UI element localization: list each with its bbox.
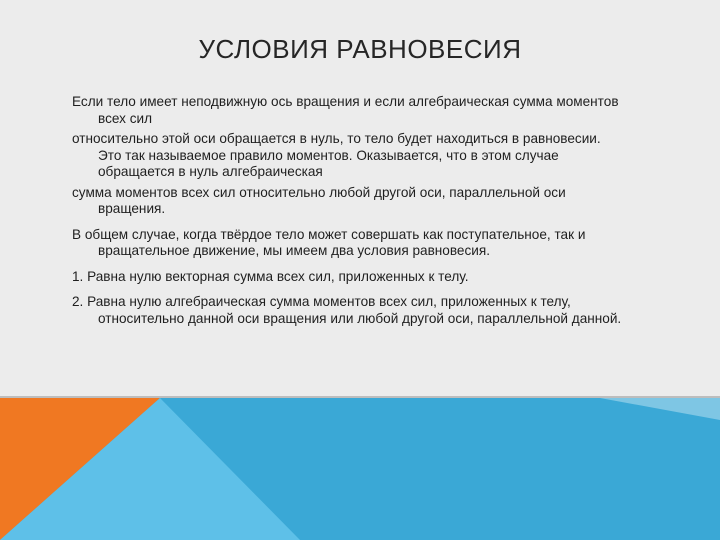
- condition-1: 1. Равна нулю векторная сумма всех сил, приложенных к телу.: [72, 268, 469, 284]
- slide-body: [72, 94, 622, 327]
- condition-2: 2. Равна нулю алгебраическая сумма моментов всех сил, приложенных к телу, относительно данной оси вращения или любой другой оси, параллельной данной.: [72, 294, 622, 326]
- gray-divider-line: [0, 396, 720, 398]
- page-title: УСЛОВИЯ РАВНОВЕСИЯ: [198, 34, 522, 64]
- paragraph-1: Если тело имеет неподвижную ось вращения и если алгебраическая сумма моментов всех сил: [72, 94, 619, 126]
- paragraph-3: сумма моментов всех сил относительно любой другой оси, параллельной оси вращения.: [72, 184, 566, 216]
- paragraph-4: В общем случае, когда твёрдое тело может совершать как поступательное, так и вращательное движение, мы имеем два условия равновесия.: [72, 226, 586, 258]
- paragraph-2: относительно этой оси обращается в нуль, то тело будет находиться в равновесии. Это так называемое правило моментов. Оказывается, что в этом случае обращается в нуль алгебраическая: [72, 131, 601, 179]
